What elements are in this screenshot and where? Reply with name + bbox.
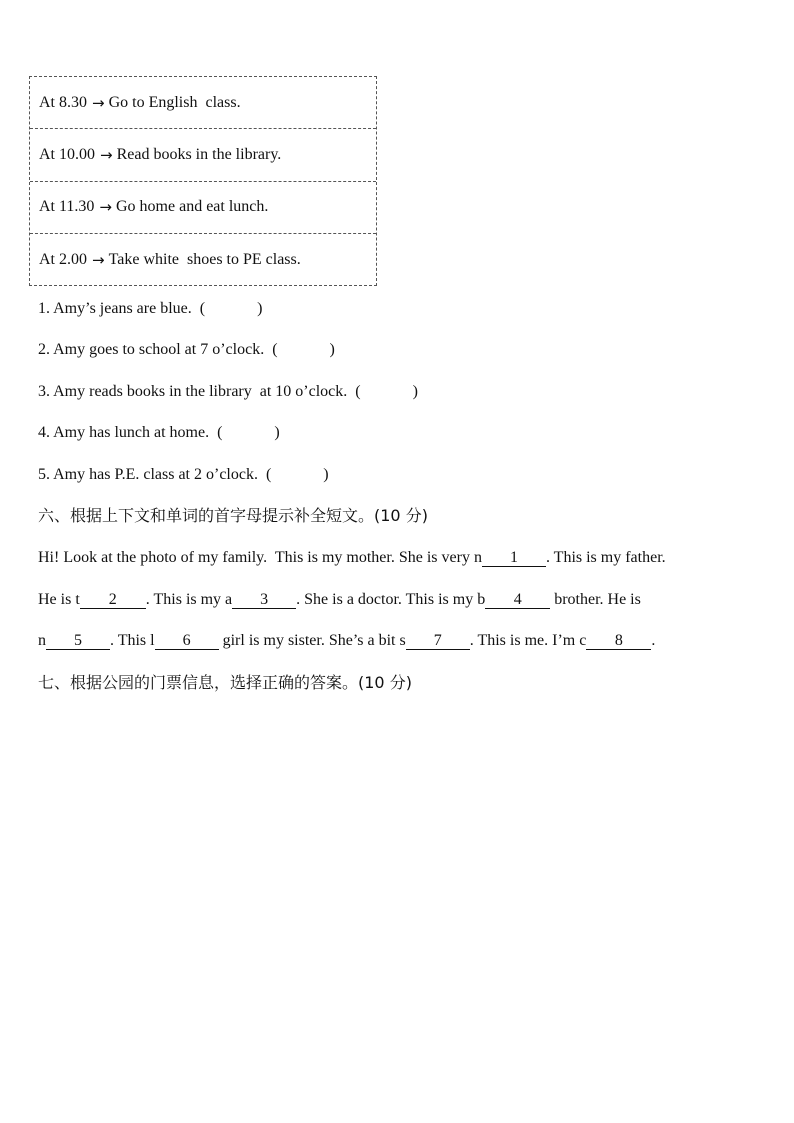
schedule-time: At 11.30 [39,198,95,216]
passage-text: . She is a doctor. This is my b [296,591,486,608]
answer-blank-4[interactable]: 4 [485,591,550,609]
schedule-row [30,129,376,181]
schedule-activity: Take white shoes to PE class. [108,250,301,268]
question-1 [38,299,262,319]
passage-text: Hi! Look at the photo of my family. This is my mother. She is very n [38,549,482,566]
schedule-row [30,234,376,286]
passage-line-3 [38,631,655,651]
question-5 [38,465,329,485]
passage-text: . [651,632,656,649]
schedule-row [30,182,376,234]
question-text: 1. Amy’s jeans are blue. [38,300,192,317]
schedule-table [29,76,377,286]
right-arrow-icon: → [99,198,112,217]
schedule-row [30,77,376,129]
passage-line-2 [38,590,641,610]
question-text: 5. Amy has P.E. class at 2 o’clock. [38,466,258,483]
right-arrow-icon: → [92,250,105,269]
answer-blank-6[interactable]: 6 [155,632,219,650]
passage-text: . This l [110,632,155,649]
passage-text: He is t [38,591,80,608]
schedule-time: At 10.00 [39,145,95,163]
answer-blank-3[interactable]: 3 [232,591,296,609]
passage-text: brother. He is [550,591,641,608]
question-text: 4. Amy has lunch at home. [38,424,210,441]
answer-blank-5[interactable]: 5 [46,632,110,650]
passage-text: . This is me. I’m c [469,632,587,649]
answer-blank-8[interactable]: 8 [586,632,651,650]
section-7-heading: 七、根据公园的门票信息，选择正确的答案。(10 分) [38,673,412,692]
passage-text: n [38,632,46,649]
passage-text: . This is my a [145,591,233,608]
question-4 [38,423,280,443]
answer-blank-2[interactable]: 2 [80,591,146,609]
answer-bracket[interactable]: ( ) [217,424,280,441]
answer-bracket[interactable]: ( ) [272,341,335,358]
passage-line-1 [38,548,666,568]
right-arrow-icon: → [100,145,113,164]
schedule-time: At 2.00 [39,250,87,268]
answer-bracket[interactable]: ( ) [355,383,418,400]
answer-bracket[interactable]: ( ) [265,466,329,483]
question-2 [38,340,335,360]
schedule-time: At 8.30 [39,93,87,111]
section-6-heading: 六、根据上下文和单词的首字母提示补全短文。(10 分) [38,506,428,525]
schedule-activity: Read books in the library. [116,145,282,163]
question-text: 2. Amy goes to school at 7 o’clock. [38,341,265,358]
answer-bracket[interactable]: ( ) [199,300,263,317]
schedule-activity: Go home and eat lunch. [115,198,269,216]
question-text: 3. Amy reads books in the library at 10 o’clock. [38,383,348,400]
question-3 [38,382,418,402]
right-arrow-icon: → [92,93,105,112]
passage-text: . This is my father. [545,549,666,566]
passage-text: girl is my sister. She’s a bit s [218,632,406,649]
schedule-activity: Go to English class. [108,93,241,111]
answer-blank-1[interactable]: 1 [482,549,546,567]
answer-blank-7[interactable]: 7 [406,632,470,650]
